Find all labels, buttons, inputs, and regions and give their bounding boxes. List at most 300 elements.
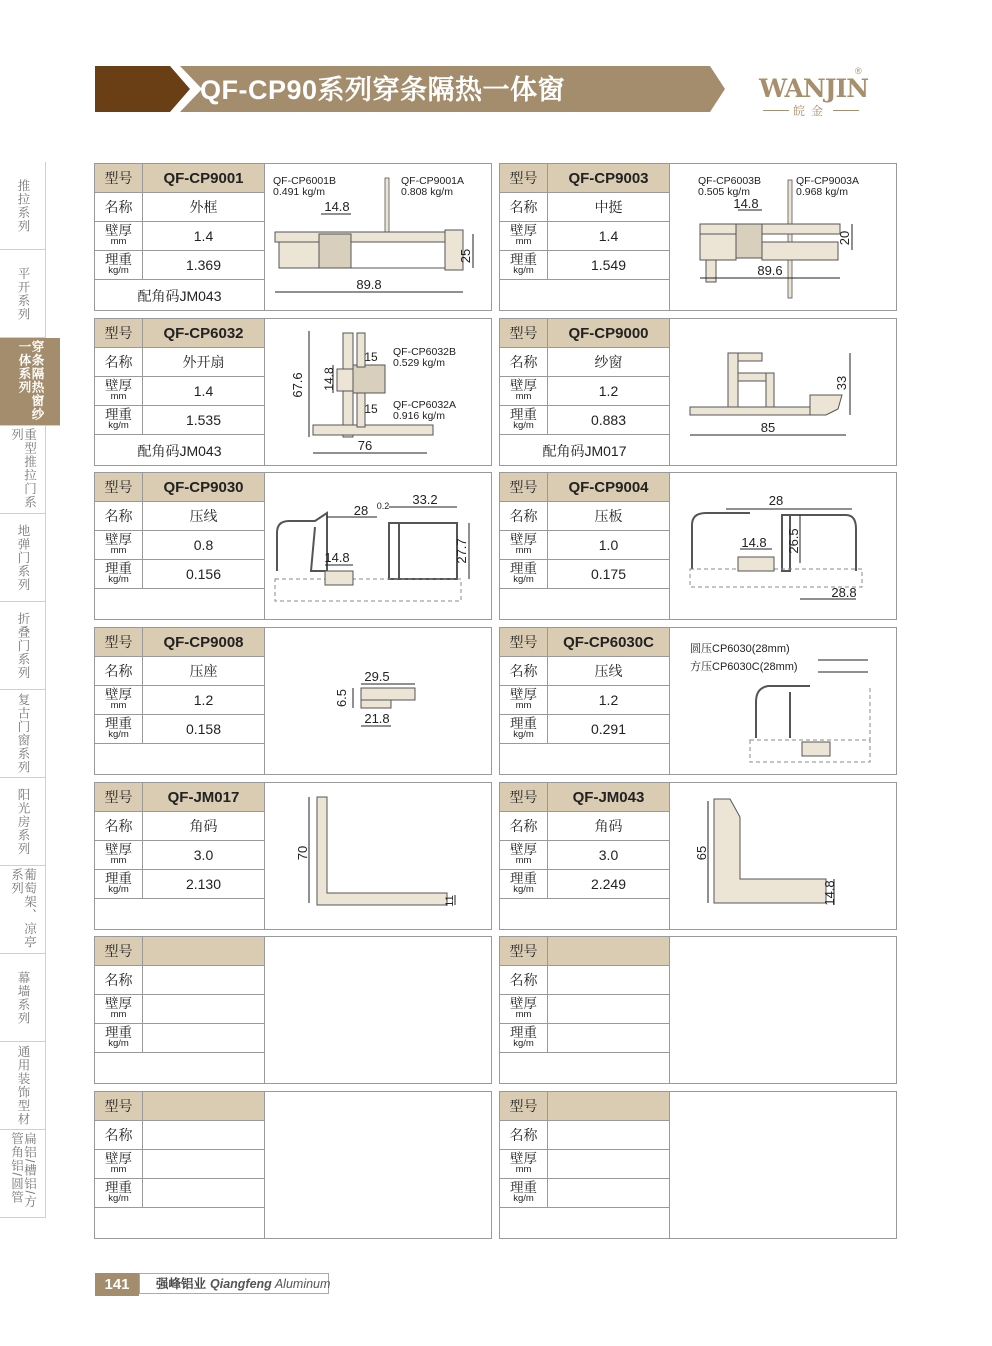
profile-section-svg	[265, 473, 491, 619]
name-value: 纱窗	[594, 354, 623, 370]
svg-text:14.8: 14.8	[324, 199, 350, 214]
spec-row-model	[500, 319, 669, 348]
thickness-value	[143, 1150, 264, 1178]
weight-value: 0.883	[590, 412, 627, 428]
model-value	[548, 1092, 669, 1120]
svg-text:圆压CP6030(28mm): 圆压CP6030(28mm)	[690, 643, 790, 655]
thickness-value: 1.4	[598, 228, 619, 244]
thickness-value: 3.0	[193, 847, 214, 863]
label-thickness: 壁厚 mm	[500, 222, 548, 250]
spec-row-weight	[500, 1024, 669, 1053]
spec-row-model	[500, 473, 669, 502]
sidebar-item[interactable]	[0, 250, 46, 338]
spec-row-name	[500, 1121, 669, 1150]
profile-card	[499, 163, 897, 311]
spec-row-weight	[500, 251, 669, 280]
svg-text:0.968 kg/m: 0.968 kg/m	[796, 186, 848, 198]
profile-card	[94, 936, 492, 1084]
spec-table	[500, 628, 670, 774]
name-value	[143, 1121, 264, 1149]
profile-card	[499, 472, 897, 620]
model-value	[143, 1092, 264, 1120]
spec-row-thickness	[500, 995, 669, 1024]
label-thickness: 壁厚 mm	[95, 995, 143, 1023]
label-weight: 理重 kg/m	[500, 870, 548, 898]
svg-text:29.5: 29.5	[364, 669, 390, 684]
spec-row-thickness	[500, 222, 669, 251]
label-model: 型号	[95, 1092, 143, 1120]
name-value	[548, 1121, 669, 1149]
weight-value	[548, 1179, 669, 1207]
spec-row-name	[500, 966, 669, 995]
sidebar-item[interactable]	[0, 954, 46, 1042]
spec-row-thickness	[500, 686, 669, 715]
sidebar-item[interactable]	[0, 602, 46, 690]
spec-table	[500, 473, 670, 619]
spec-row-model	[500, 937, 669, 966]
sidebar-item-label: 扁铝/槽铝/方管角铝/圆管	[9, 1132, 37, 1209]
sidebar-nav	[0, 162, 48, 1242]
model-value	[548, 937, 669, 965]
spec-row-name	[500, 193, 669, 222]
label-model: 型号	[500, 783, 548, 811]
spec-row-weight	[500, 715, 669, 744]
label-model: 型号	[95, 473, 143, 501]
thickness-value: 1.0	[598, 537, 619, 553]
label-model: 型号	[95, 164, 143, 192]
spec-table	[95, 473, 265, 619]
svg-text:QF-CP6032B: QF-CP6032B	[393, 346, 457, 358]
name-value: 外框	[189, 199, 218, 215]
label-name: 名称	[500, 193, 548, 221]
spec-row-model	[95, 937, 264, 966]
spec-table	[500, 164, 670, 310]
label-name: 名称	[95, 193, 143, 221]
label-model: 型号	[95, 628, 143, 656]
profile-drawing	[265, 1092, 491, 1238]
label-name: 名称	[500, 348, 548, 376]
label-weight: 理重 kg/m	[500, 715, 548, 743]
thickness-value: 0.8	[193, 537, 214, 553]
spec-row-thickness	[500, 841, 669, 870]
profile-drawing	[670, 783, 896, 929]
label-thickness: 壁厚 mm	[500, 841, 548, 869]
svg-text:14.8: 14.8	[324, 550, 350, 565]
label-thickness: 壁厚 mm	[95, 222, 143, 250]
model-value: QF-JM043	[572, 788, 645, 806]
thickness-value: 1.2	[598, 692, 619, 708]
spec-table	[95, 937, 265, 1083]
logo-text: WANJIN	[759, 74, 869, 103]
spec-row-model	[95, 473, 264, 502]
spec-row-weight	[95, 715, 264, 744]
profile-drawing	[670, 628, 896, 774]
spec-row-weight	[500, 560, 669, 589]
spec-table	[500, 937, 670, 1083]
spec-table	[95, 628, 265, 774]
spec-row-name	[500, 657, 669, 686]
corner-code	[95, 745, 264, 774]
sidebar-item-label: 幕墙系列	[16, 970, 30, 1025]
label-weight: 理重 kg/m	[95, 1024, 143, 1052]
sidebar-item[interactable]	[0, 866, 46, 954]
model-value: QF-CP6032	[163, 324, 244, 342]
spec-row-model	[500, 628, 669, 657]
svg-text:QF-CP6001B: QF-CP6001B	[273, 175, 337, 187]
profile-card	[94, 627, 492, 775]
weight-value: 0.175	[590, 566, 627, 582]
sidebar-item-label: 折叠门系列	[16, 611, 30, 680]
thickness-value: 1.4	[193, 383, 214, 399]
profile-section-svg	[265, 783, 491, 929]
svg-text:26.5: 26.5	[786, 528, 801, 554]
weight-value: 0.291	[590, 721, 627, 737]
profile-card	[499, 1091, 897, 1239]
spec-row-model	[95, 783, 264, 812]
spec-row-model	[95, 1092, 264, 1121]
name-value: 角码	[594, 818, 623, 834]
svg-text:QF-CP9003A: QF-CP9003A	[796, 175, 860, 187]
sidebar-active-arrow	[46, 338, 60, 426]
label-model: 型号	[95, 937, 143, 965]
profile-drawing	[670, 1092, 896, 1238]
sidebar-item-label: 复古门窗系列	[16, 693, 30, 774]
profile-drawing	[670, 164, 896, 310]
profile-card	[499, 627, 897, 775]
label-weight: 理重 kg/m	[500, 1024, 548, 1052]
svg-text:14.8: 14.8	[741, 535, 767, 550]
logo-registered: ®	[855, 66, 862, 76]
model-value: QF-CP6030C	[563, 633, 654, 651]
profile-drawing	[265, 164, 491, 310]
svg-text:14.8: 14.8	[822, 880, 837, 906]
corner-code	[500, 590, 669, 619]
page-title: QF-CP90系列穿条隔热一体窗	[200, 75, 566, 105]
profile-section-svg	[670, 473, 896, 619]
profile-card	[499, 936, 897, 1084]
model-value: QF-CP9000	[568, 324, 649, 342]
sidebar-item[interactable]	[0, 690, 46, 778]
name-value: 压线	[594, 663, 623, 679]
sidebar-item[interactable]	[0, 1130, 46, 1218]
spec-row-name	[95, 348, 264, 377]
model-value: QF-CP9030	[163, 478, 244, 496]
profile-card	[94, 1091, 492, 1239]
spec-row-weight	[95, 406, 264, 435]
model-value: QF-CP9003	[568, 169, 649, 187]
svg-text:QF-CP9001A: QF-CP9001A	[401, 175, 465, 187]
corner-code	[500, 1054, 669, 1083]
corner-code	[95, 1209, 264, 1238]
spec-row-name	[95, 657, 264, 686]
spec-row-thickness	[95, 1150, 264, 1179]
spec-row-thickness	[95, 222, 264, 251]
corner-code	[500, 900, 669, 929]
svg-text:0.916 kg/m: 0.916 kg/m	[393, 410, 445, 422]
sidebar-item[interactable]	[0, 162, 46, 250]
spec-table	[95, 164, 265, 310]
sidebar-item-label: 重型推拉门系列	[9, 428, 37, 510]
svg-text:方压CP6030C(28mm): 方压CP6030C(28mm)	[690, 661, 798, 673]
profile-section-svg	[670, 628, 896, 774]
label-weight: 理重 kg/m	[500, 251, 548, 279]
svg-text:28: 28	[768, 493, 784, 508]
label-thickness: 壁厚 mm	[95, 1150, 143, 1178]
spec-row-thickness	[95, 841, 264, 870]
weight-value: 0.156	[185, 566, 222, 582]
profile-section-svg	[670, 783, 896, 929]
spec-row-name	[500, 502, 669, 531]
sidebar-item-label: 葡萄架、凉亭系列	[9, 868, 37, 950]
label-name: 名称	[95, 1121, 143, 1149]
model-value: QF-CP9004	[568, 478, 649, 496]
profile-drawing	[670, 937, 896, 1083]
spec-row-thickness	[500, 531, 669, 560]
label-thickness: 壁厚 mm	[500, 686, 548, 714]
sidebar-item[interactable]	[0, 426, 46, 514]
label-model: 型号	[500, 319, 548, 347]
svg-text:QF-CP6003B: QF-CP6003B	[698, 175, 762, 187]
sidebar-item-label: 地弹门系列	[16, 523, 30, 592]
profile-card	[94, 782, 492, 930]
label-model: 型号	[95, 319, 143, 347]
sidebar-item-label: 穿条隔热窗纱一体系列	[17, 340, 44, 422]
profile-section-svg	[265, 164, 491, 310]
corner-code: 配角码JM017	[542, 442, 627, 459]
profile-section-svg	[670, 319, 896, 465]
svg-text:0.808 kg/m: 0.808 kg/m	[401, 186, 453, 198]
profile-card	[94, 472, 492, 620]
corner-code	[95, 590, 264, 619]
svg-text:70: 70	[295, 845, 310, 861]
label-name: 名称	[500, 812, 548, 840]
spec-row-weight	[95, 870, 264, 899]
label-model: 型号	[500, 1092, 548, 1120]
sidebar-item[interactable]	[0, 1042, 46, 1130]
corner-code	[95, 900, 264, 929]
spec-row-weight	[95, 1024, 264, 1053]
profile-drawing	[265, 319, 491, 465]
weight-value: 1.549	[590, 257, 627, 273]
spec-table	[500, 319, 670, 465]
spec-row-weight	[95, 1179, 264, 1208]
label-thickness: 壁厚 mm	[500, 531, 548, 559]
label-thickness: 壁厚 mm	[95, 841, 143, 869]
weight-value	[143, 1024, 264, 1052]
weight-value	[143, 1179, 264, 1207]
label-model: 型号	[500, 473, 548, 501]
label-name: 名称	[500, 657, 548, 685]
profile-card	[94, 318, 492, 466]
company-name-en: Qiangfeng Aluminum	[210, 1277, 331, 1291]
spec-table	[500, 783, 670, 929]
label-weight: 理重 kg/m	[95, 251, 143, 279]
label-weight: 理重 kg/m	[95, 406, 143, 434]
svg-text:6.5: 6.5	[334, 688, 349, 708]
label-weight: 理重 kg/m	[95, 715, 143, 743]
spec-row-thickness	[500, 377, 669, 406]
spec-row-name	[500, 812, 669, 841]
spec-row-model	[500, 783, 669, 812]
svg-text:14.8: 14.8	[322, 367, 336, 391]
spec-row-model	[95, 319, 264, 348]
sidebar-item-label: 推拉系列	[16, 178, 30, 233]
weight-value: 1.369	[185, 257, 222, 273]
profile-card	[94, 163, 492, 311]
spec-table	[500, 1092, 670, 1238]
brand-logo	[755, 66, 869, 122]
label-thickness: 壁厚 mm	[500, 995, 548, 1023]
svg-text:20: 20	[837, 230, 852, 246]
spec-row-model	[95, 164, 264, 193]
corner-code	[500, 1209, 669, 1238]
svg-text:0.491 kg/m: 0.491 kg/m	[273, 186, 325, 198]
profile-drawing	[670, 319, 896, 465]
label-thickness: 壁厚 mm	[500, 377, 548, 405]
spec-row-weight	[95, 251, 264, 280]
profile-drawing	[265, 937, 491, 1083]
weight-value: 0.158	[185, 721, 222, 737]
profile-card	[499, 782, 897, 930]
label-name: 名称	[95, 502, 143, 530]
spec-table	[95, 319, 265, 465]
footer-company	[139, 1273, 329, 1294]
profile-section-svg	[265, 319, 491, 465]
label-thickness: 壁厚 mm	[95, 531, 143, 559]
spec-row-weight	[500, 1179, 669, 1208]
profile-section-svg	[670, 164, 896, 310]
name-value	[548, 966, 669, 994]
sidebar-item-label: 阳光房系列	[16, 787, 30, 856]
thickness-value	[548, 1150, 669, 1178]
label-thickness: 壁厚 mm	[95, 686, 143, 714]
spec-row-name	[95, 812, 264, 841]
thickness-value	[143, 995, 264, 1023]
spec-row-name	[95, 1121, 264, 1150]
corner-code	[500, 281, 669, 310]
label-name: 名称	[500, 966, 548, 994]
profile-card	[499, 318, 897, 466]
svg-text:33: 33	[834, 375, 849, 391]
label-model: 型号	[500, 628, 548, 656]
svg-text:67.6: 67.6	[290, 372, 305, 398]
label-model: 型号	[95, 783, 143, 811]
svg-text:28.8: 28.8	[831, 585, 857, 600]
spec-table	[95, 1092, 265, 1238]
label-weight: 理重 kg/m	[95, 560, 143, 588]
weight-value	[548, 1024, 669, 1052]
spec-table	[95, 783, 265, 929]
spec-row-thickness	[500, 1150, 669, 1179]
svg-text:15: 15	[364, 350, 378, 364]
corner-code	[500, 745, 669, 774]
spec-row-model	[500, 164, 669, 193]
svg-text:0.529 kg/m: 0.529 kg/m	[393, 357, 445, 369]
label-name: 名称	[500, 502, 548, 530]
name-value: 压板	[594, 508, 623, 524]
label-thickness: 壁厚 mm	[95, 377, 143, 405]
svg-text:14.8: 14.8	[733, 196, 759, 211]
spec-row-thickness	[95, 377, 264, 406]
svg-text:11: 11	[444, 895, 456, 907]
label-weight: 理重 kg/m	[95, 870, 143, 898]
spec-row-weight	[95, 560, 264, 589]
page-number: 141	[95, 1273, 139, 1296]
svg-text:27.7: 27.7	[454, 538, 469, 564]
svg-text:15: 15	[364, 402, 378, 416]
thickness-value: 1.4	[193, 228, 214, 244]
corner-code: 配角码JM043	[137, 287, 222, 304]
spec-row-name	[95, 966, 264, 995]
weight-value: 2.130	[185, 876, 222, 892]
label-thickness: 壁厚 mm	[500, 1150, 548, 1178]
profile-drawing	[265, 473, 491, 619]
profile-drawing	[265, 628, 491, 774]
weight-value: 1.535	[185, 412, 222, 428]
spec-row-model	[95, 628, 264, 657]
name-value: 中挺	[594, 199, 623, 215]
label-model: 型号	[500, 164, 548, 192]
model-value: QF-CP9008	[163, 633, 244, 651]
name-value: 外开扇	[182, 354, 225, 370]
name-value: 压线	[189, 508, 218, 524]
weight-value: 2.249	[590, 876, 627, 892]
name-value: 压座	[189, 663, 218, 679]
company-name-cn: 强峰铝业	[156, 1277, 207, 1291]
svg-text:28: 28	[353, 503, 369, 518]
sidebar-item-label: 通用装饰型材	[16, 1045, 30, 1126]
name-value: 角码	[189, 818, 218, 834]
label-model: 型号	[500, 937, 548, 965]
thickness-value	[548, 995, 669, 1023]
spec-row-weight	[500, 870, 669, 899]
profile-drawing	[265, 783, 491, 929]
svg-text:76: 76	[357, 438, 373, 453]
spec-row-name	[95, 502, 264, 531]
svg-text:85: 85	[760, 420, 776, 435]
sidebar-item[interactable]	[0, 778, 46, 866]
svg-text:33.2: 33.2	[412, 492, 438, 507]
corner-code	[95, 1054, 264, 1083]
label-weight: 理重 kg/m	[95, 1179, 143, 1207]
svg-text:25: 25	[458, 248, 473, 264]
profile-section-svg	[265, 628, 491, 774]
svg-text:0.505 kg/m: 0.505 kg/m	[698, 186, 750, 198]
svg-text:21.8: 21.8	[364, 711, 390, 726]
label-name: 名称	[95, 657, 143, 685]
name-value	[143, 966, 264, 994]
model-value: QF-JM017	[167, 788, 240, 806]
svg-text:65: 65	[694, 845, 709, 861]
model-value: QF-CP9001	[163, 169, 244, 187]
svg-text:0.2: 0.2	[376, 501, 390, 511]
thickness-value: 3.0	[598, 847, 619, 863]
label-name: 名称	[95, 348, 143, 376]
spec-row-model	[500, 1092, 669, 1121]
spec-row-name	[95, 193, 264, 222]
profile-drawing	[670, 473, 896, 619]
svg-text:89.6: 89.6	[757, 263, 783, 278]
spec-row-thickness	[95, 686, 264, 715]
spec-row-name	[500, 348, 669, 377]
label-weight: 理重 kg/m	[500, 1179, 548, 1207]
spec-row-thickness	[95, 531, 264, 560]
label-weight: 理重 kg/m	[500, 560, 548, 588]
label-name: 名称	[500, 1121, 548, 1149]
svg-text:89.8: 89.8	[356, 277, 382, 292]
thickness-value: 1.2	[193, 692, 214, 708]
sidebar-item[interactable]	[0, 514, 46, 602]
